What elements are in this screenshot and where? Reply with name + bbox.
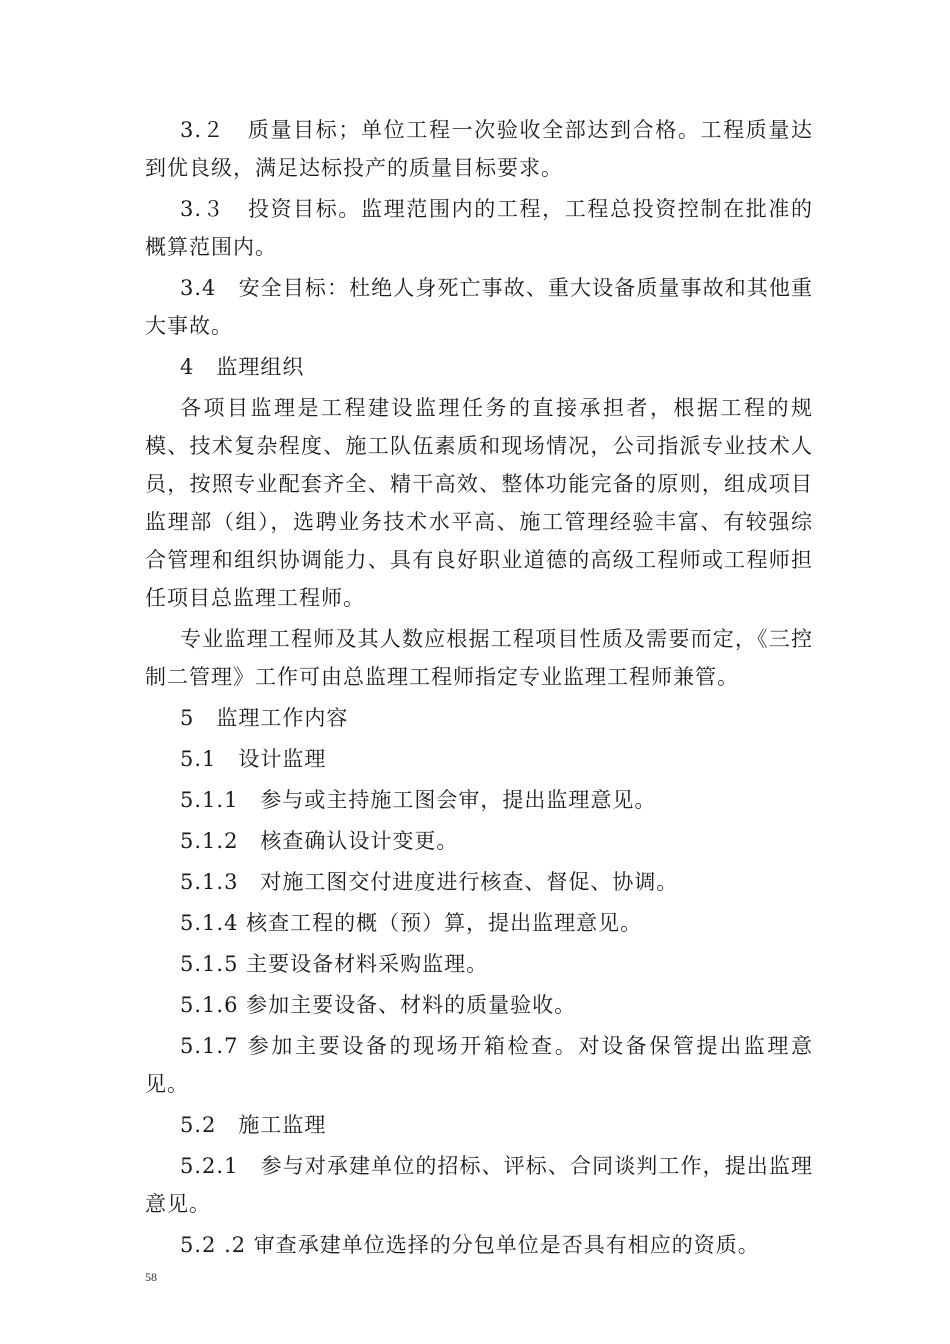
paragraph: 3.２ 质量目标；单位工程一次验收全部达到合格。工程质量达到优良级，满足达标投产的质量目标要求。 (145, 118, 813, 180)
subsection-heading: 5.2 施工监理 (180, 1113, 327, 1137)
subsection-heading: 5.1 设计监理 (180, 747, 327, 771)
list-item: 5.1.2 核查确认设计变更。 (180, 829, 459, 853)
list-item: 5.1.5 主要设备材料采购监理。 (180, 952, 489, 976)
list-item: 5.2.1 参与对承建单位的招标、评标、合同谈判工作，提出监理意见。 (145, 1154, 813, 1216)
list-item: 5.1.1 参与或主持施工图会审，提出监理意见。 (180, 788, 657, 812)
body-text (145, 111, 813, 1267)
paragraph: 各项目监理是工程建设监理任务的直接承担者，根据工程的规模、技术复杂程度、施工队伍素质和现场情况，公司指派专业技术人员，按照专业配套齐全、精干高效、整体功能完备的原则，组成项目监理部（组），选聘业务技术水平高、施工管理经验丰富、有较强综合管理和组织协调能力、具有良好职业道德的高级工程师或工程师担任项目总监理工程师。 (145, 396, 813, 610)
paragraph: 专业监理工程师及其人数应根据工程项目性质及需要而定，《三控制二管理》工作可由总监理工程师指定专业监理工程师兼管。 (145, 627, 813, 689)
paragraph: 3.4 安全目标：杜绝人身死亡事故、重大设备质量事故和其他重大事故。 (145, 276, 813, 338)
list-item: 5.2 .2 审查承建单位选择的分包单位是否具有相应的资质。 (180, 1233, 760, 1257)
page-number: 58 (145, 1270, 157, 1284)
list-item: 5.1.3 对施工图交付进度进行核查、督促、协调。 (180, 870, 679, 894)
section-heading: 4 监理组织 (180, 355, 305, 379)
list-item: 5.1.7 参加主要设备的现场开箱检查。对设备保管提出监理意见。 (145, 1034, 813, 1096)
list-item: 5.1.6 参加主要设备、材料的质量验收。 (180, 993, 577, 1017)
list-item: 5.1.4 核查工程的概（预）算，提出监理意见。 (180, 911, 643, 935)
paragraph: 3.３ 投资目标。监理范围内的工程，工程总投资控制在批准的概算范围内。 (145, 197, 813, 259)
section-heading: 5 监理工作内容 (180, 706, 349, 730)
